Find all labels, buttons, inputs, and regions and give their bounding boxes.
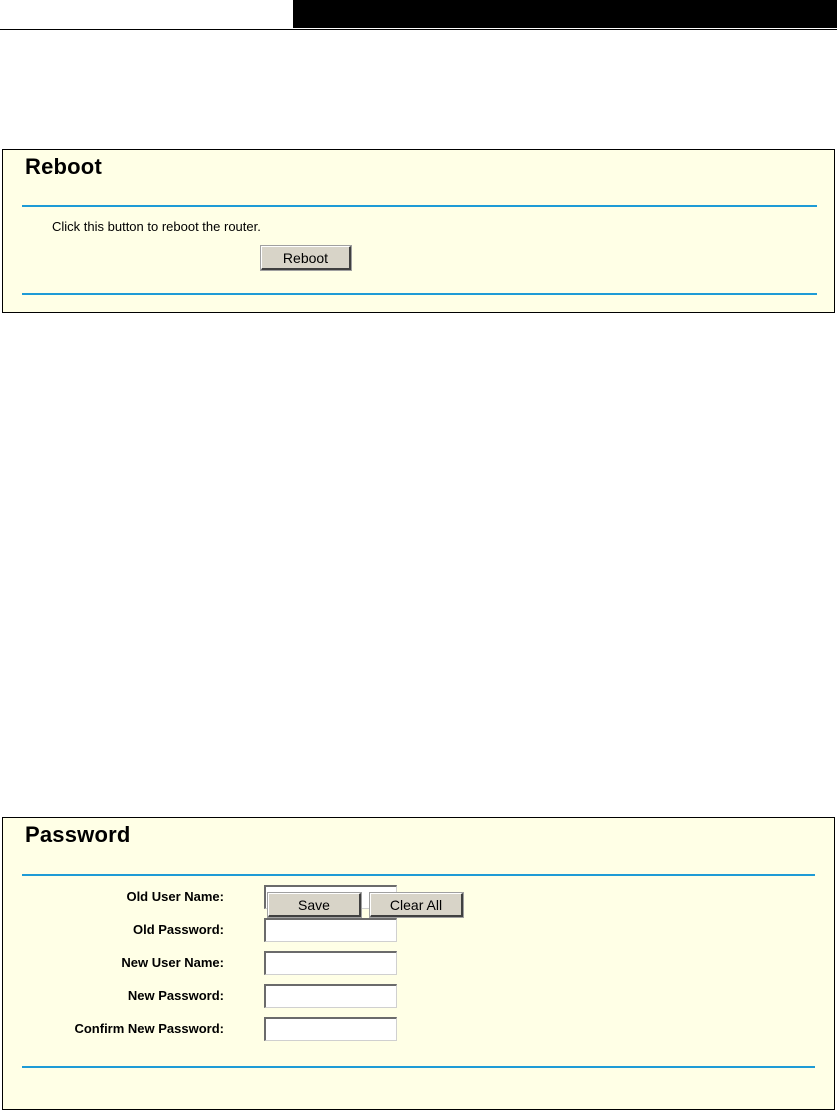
confirm-new-password-input[interactable] <box>264 1017 397 1041</box>
reboot-title: Reboot <box>25 154 102 179</box>
header-bar <box>293 0 837 28</box>
save-button[interactable]: Save <box>268 893 361 917</box>
reboot-description: Click this button to reboot the router. <box>52 219 261 234</box>
confirm-new-password-row <box>3 1017 836 1041</box>
reboot-panel <box>2 149 835 313</box>
old-user-name-label: Old User Name: <box>126 889 224 904</box>
password-divider-top <box>22 874 815 876</box>
old-password-label: Old Password: <box>132 922 224 937</box>
old-password-row <box>3 918 836 942</box>
password-panel <box>2 817 835 1110</box>
password-title: Password <box>25 822 131 847</box>
new-user-name-row <box>3 951 836 975</box>
header-rule <box>0 29 837 30</box>
new-user-name-label: New User Name: <box>121 955 224 970</box>
reboot-divider-bottom <box>22 293 817 295</box>
old-password-input[interactable] <box>264 918 397 942</box>
password-divider-bottom <box>22 1066 815 1068</box>
new-password-label: New Password: <box>127 988 224 1003</box>
clear-all-button[interactable]: Clear All <box>370 893 463 917</box>
confirm-new-password-label: Confirm New Password: <box>74 1021 224 1036</box>
reboot-button[interactable]: Reboot <box>261 246 351 270</box>
new-user-name-input[interactable] <box>264 951 397 975</box>
new-password-row <box>3 984 836 1008</box>
reboot-divider-top <box>22 205 817 207</box>
new-password-input[interactable] <box>264 984 397 1008</box>
